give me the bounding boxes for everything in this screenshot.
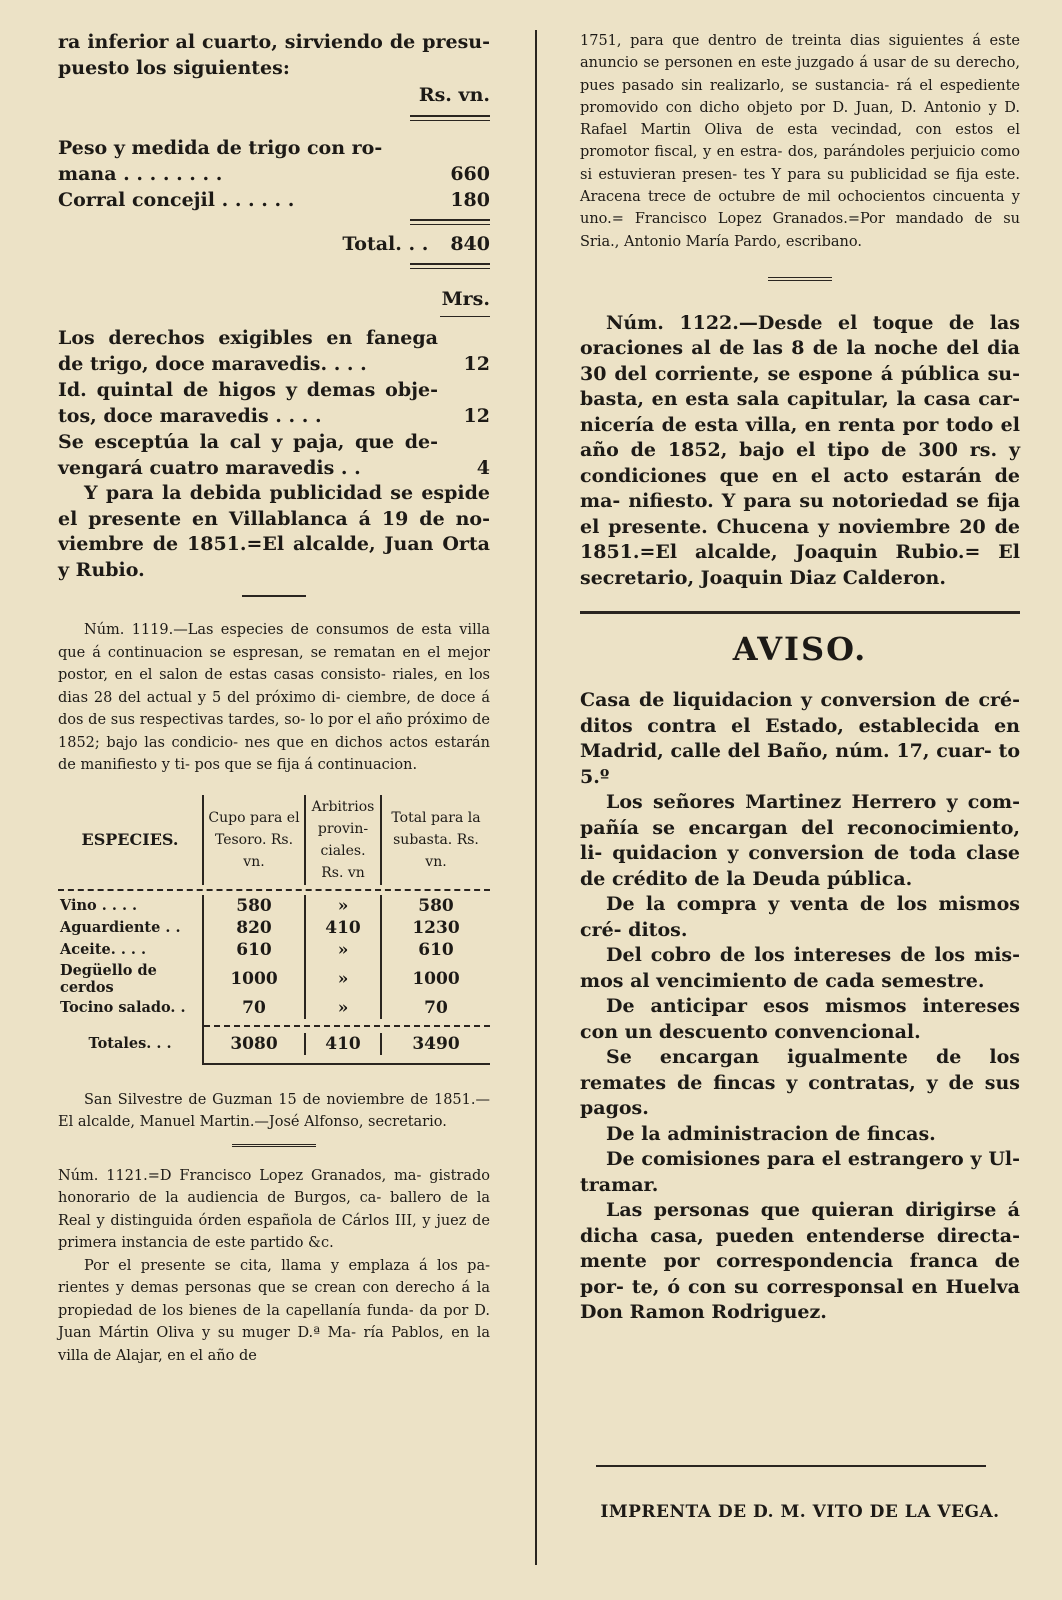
ornament-divider	[232, 1144, 316, 1147]
notice-1122: Núm. 1122.—Desde el toque de las oraciones al de las 8 de la noche del dia 30 del corriente, se espone á pública su- basta, en esta sala capitular, la casa car- nicería de esta villa, en renta por todo el año de 1852, bajo el tipo de 300 rs. y condiciones que en el acto estarán de ma- nifiesto. Y para su notoriedad se fija el presente. Chucena y noviembre 20 de 1851.=El alcalde, Joaquin Rubio.= El secretario, Joaquin Diaz Calderon.	[580, 311, 1020, 589]
table-totals-row: Totales. . . 3080 410 3490	[58, 1033, 490, 1055]
notice-1121-continuation: 1751, para que dentro de treinta dias siguientes á este anuncio se personen en este juzgado á usar de su derecho, pues pasado sin realizarlo, se sustancia- rá el espediente promovido con dicho objeto por D. Juan, D. Antonio y D. Rafael Martin Oliva de esta vecindad, con estos el promotor fiscal, y en estra- dos, parándoles perjuicio como si estuvieran presen- tes Y para su publicidad se fija este. Aracena trece de octubre de mil ochocientos cincuenta y uno.= Francisco Lopez Granados.=Por mandado de su Sria., Antonio María Pardo, escribano.	[580, 33, 1020, 250]
divider	[410, 115, 490, 121]
list-item: Corral concejil . . . . . . 180	[58, 188, 490, 211]
notice-1121-header: Núm. 1121.=D Francisco Lopez Granados, ma- gistrado honorario de la audiencia de Burgos, ca- ballero de la Real y distinguida órden española de Cárlos III, y juez de primera instancia de este partido &c.	[58, 1167, 490, 1251]
aviso-paragraph: De comisiones para el estrangero y Ul- tramar.	[580, 1148, 1020, 1196]
list-item: Los derechos exigibles en fanega de trigo, doce maravedis. . . . 12	[58, 327, 490, 375]
aviso-paragraph: Del cobro de los intereses de los mis- mos al vencimiento de cada semestre.	[580, 944, 1020, 992]
notice-1119: Núm. 1119.—Las especies de consumos de esta villa que á continuacion se espresan, se rematan en el mejor postor, en el salon de estas casas consisto- riales, en los dias 28 del actual y 5 del próximo di- ciembre, de doce á dos de sus respectivas tardes, so- lo por el año próximo de 1852; bajo las condicio- nes que en dichos actos estarán de manifiesto y ti- pos que se fija á continuacion.	[58, 622, 490, 773]
divider	[440, 316, 490, 317]
mrs-items	[58, 325, 490, 481]
aviso-body	[580, 790, 1020, 1326]
table-header-row: ESPECIES. Cupo para el Tesoro. Rs. vn. Arbitrios provin- ciales. Rs. vn Total para la subasta. Rs. vn.	[58, 795, 490, 885]
species-table	[58, 795, 490, 1065]
rs-items	[58, 135, 490, 269]
divider	[410, 219, 490, 225]
right-column	[580, 30, 1020, 1522]
column-divider	[535, 30, 537, 1565]
divider	[242, 595, 306, 597]
list-item: Peso y medida de trigo con ro- mana . . . . . . . . 660	[58, 136, 490, 185]
list-item: Id. quintal de higos y demas obje- tos, doce maravedis . . . . 12	[58, 379, 490, 427]
footer-rule	[596, 1465, 986, 1467]
closing-1118: Y para la debida publicidad se espide el presente en Villablanca á 19 de no- viembre de 1851.=El alcalde, Juan Orta y Rubio.	[58, 482, 490, 581]
notice-1121-body: Por el presente se cita, llama y emplaza á los pa- rientes y demas personas que se crean con derecho á la propiedad de los bienes de la capellanía funda- da por D. Juan Mártin Oliva y su muger D.ª Ma- ría Pablos, en la villa de Alajar, en el año de	[58, 1257, 490, 1364]
intro-text: ra inferior al cuarto, sirviendo de presu- puesto los siguientes:	[58, 31, 490, 79]
printer-credit: IMPRENTA DE D. M. VITO DE LA VEGA.	[600, 1502, 1000, 1522]
section-rule	[580, 611, 1020, 614]
currency-rs-header: Rs. vn.	[418, 84, 490, 106]
table-row: Aguardiente . . 820 410 1230	[58, 917, 490, 939]
aviso-paragraph: De anticipar esos mismos intereses con un descuento convencional.	[580, 995, 1020, 1043]
aviso-paragraph: De la administracion de fincas.	[606, 1122, 936, 1145]
aviso-paragraph: De la compra y venta de los mismos cré- ditos.	[580, 893, 1020, 941]
table-row: Vino . . . . 580 » 580	[58, 895, 490, 917]
table-row: Aceite. . . . 610 » 610	[58, 939, 490, 961]
total-row: Total. . . 840	[342, 232, 490, 255]
divider	[410, 263, 490, 269]
list-item: Se esceptúa la cal y paja, que de- vengará cuatro maravedis . . 4	[58, 431, 490, 479]
left-column	[58, 30, 490, 1367]
aviso-title: AVISO.	[732, 630, 868, 669]
aviso-paragraph: Las personas que quieran dirigirse á dicha casa, pueden entenderse directa- mente por correspondencia franca de por- te, ó con su corresponsal en Huelva Don Ramon Rodriguez.	[580, 1199, 1020, 1324]
currency-mrs-header: Mrs.	[441, 287, 490, 310]
aviso-paragraph: Se encargan igualmente de los remates de fincas y contratas, y de sus pagos.	[580, 1046, 1020, 1120]
divider	[768, 277, 832, 281]
signature-1119: San Silvestre de Guzman 15 de noviembre de 1851.—El alcalde, Manuel Martin.—José Alfonso, secretario.	[58, 1091, 490, 1130]
table-row: Tocino salado. . 70 » 70	[58, 997, 490, 1019]
aviso-header: Casa de liquidacion y conversion de cré- ditos contra el Estado, establecida en Madrid, calle del Baño, núm. 17, cuar- to 5.º	[580, 689, 1020, 788]
aviso-paragraph: Los señores Martinez Herrero y com- pañía se encargan del reconocimiento, li- quidacion y conversion de toda clase de crédito de la Deuda pública.	[580, 791, 1020, 890]
table-row: Degüello de cerdos 1000 » 1000	[58, 961, 490, 997]
